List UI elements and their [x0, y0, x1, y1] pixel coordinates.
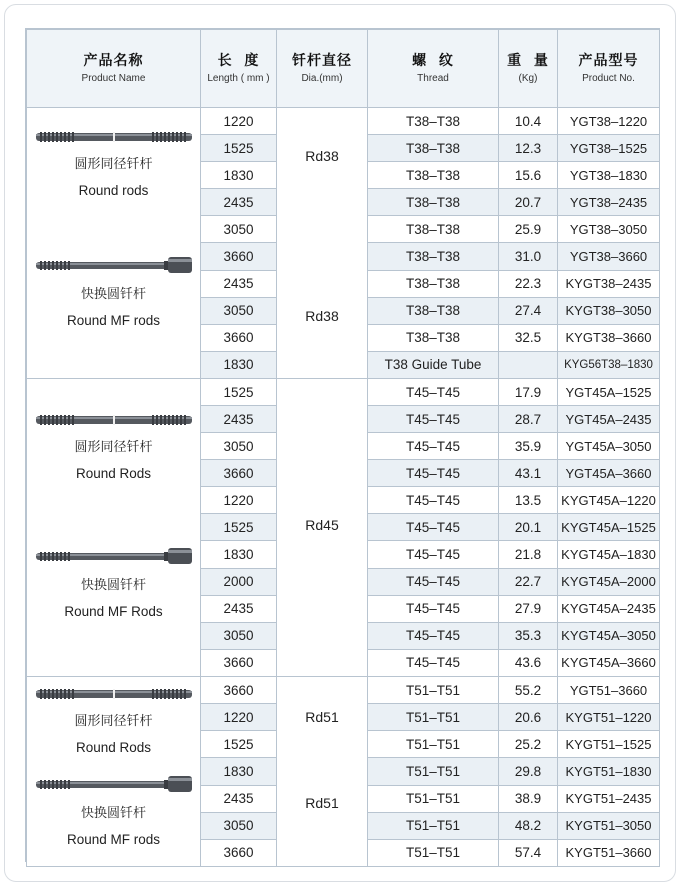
weight-cell: 55.2	[499, 677, 558, 704]
product-no-cell: KYGT51–1525	[558, 731, 660, 758]
weight-cell: 21.8	[499, 541, 558, 568]
thread-cell: T45–T45	[368, 514, 499, 541]
product-no-cell: KYGT45A–1830	[558, 541, 660, 568]
thread-cell: T51–T51	[368, 677, 499, 704]
product-no-cell: YGT38–1830	[558, 162, 660, 189]
length-cell: 1525	[201, 731, 277, 758]
diameter-label: Rd51	[305, 795, 339, 811]
length-cell: 3660	[201, 460, 277, 487]
header-row	[27, 30, 660, 108]
length-cell: 3660	[201, 324, 277, 351]
table-row	[27, 379, 660, 406]
table-row	[27, 108, 660, 135]
weight-cell: 25.9	[499, 216, 558, 243]
product-no-cell: KYGT51–2435	[558, 785, 660, 812]
product-cell	[27, 108, 201, 379]
spec-sheet	[25, 28, 660, 862]
weight-cell: 15.6	[499, 162, 558, 189]
table-row	[27, 677, 660, 704]
product-group	[27, 256, 200, 330]
weight-cell: 20.1	[499, 514, 558, 541]
length-cell: 1830	[201, 758, 277, 785]
length-cell: 3660	[201, 839, 277, 866]
straight-rod-icon	[27, 413, 200, 427]
product-no-cell: KYGT45A–1220	[558, 487, 660, 514]
thread-cell: T51–T51	[368, 731, 499, 758]
thread-cell: T38–T38	[368, 297, 499, 324]
product-name-cn: 快换圆钎杆	[80, 806, 146, 821]
product-no-cell: YGT38–3050	[558, 216, 660, 243]
weight-cell: 12.3	[499, 135, 558, 162]
product-name-cn: 快换圆钎杆	[80, 578, 146, 593]
header-length	[201, 30, 277, 108]
thread-cell: T45–T45	[368, 649, 499, 676]
header-dia-cn: 钎杆直径	[292, 52, 352, 69]
weight-cell: 57.4	[499, 839, 558, 866]
product-group	[27, 130, 200, 200]
length-cell: 1220	[201, 108, 277, 135]
product-name-en: Round MF rods	[66, 313, 161, 328]
thread-cell: T51–T51	[368, 812, 499, 839]
length-cell: 1525	[201, 379, 277, 406]
product-no-cell: KYGT51–1220	[558, 704, 660, 731]
header-thread	[368, 30, 499, 108]
header-product-no	[558, 30, 660, 108]
product-name-en: Round rods	[78, 183, 149, 198]
length-cell: 2435	[201, 406, 277, 433]
thread-cell: T45–T45	[368, 622, 499, 649]
length-cell: 1220	[201, 704, 277, 731]
thread-cell: T38–T38	[368, 108, 499, 135]
diameter-label: Rd45	[305, 517, 339, 533]
product-name-en: Round Rods	[75, 466, 152, 481]
thread-cell: T45–T45	[368, 595, 499, 622]
length-cell: 3050	[201, 216, 277, 243]
weight-cell	[499, 351, 558, 378]
length-cell: 2435	[201, 189, 277, 216]
product-no-cell: KYGT45A–2435	[558, 595, 660, 622]
length-cell: 1830	[201, 541, 277, 568]
weight-cell: 28.7	[499, 406, 558, 433]
thread-cell: T38–T38	[368, 324, 499, 351]
header-product-en: Product Name	[81, 72, 146, 84]
length-cell: 2435	[201, 270, 277, 297]
length-cell: 1830	[201, 162, 277, 189]
mf-rod-icon	[27, 775, 200, 793]
product-cell	[27, 677, 201, 867]
product-name-cn: 圆形同径钎杆	[74, 440, 153, 455]
thread-cell: T51–T51	[368, 839, 499, 866]
length-cell: 3660	[201, 243, 277, 270]
weight-cell: 35.9	[499, 433, 558, 460]
diameter-cell	[277, 677, 368, 867]
straight-rod-icon	[27, 130, 200, 144]
thread-cell: T45–T45	[368, 460, 499, 487]
thread-cell: T45–T45	[368, 568, 499, 595]
product-name-cn: 圆形同径钎杆	[74, 714, 153, 729]
mf-rod-icon	[27, 547, 200, 565]
diameter-label: Rd38	[305, 148, 339, 164]
product-no-cell: KYGT51–3660	[558, 839, 660, 866]
header-pno-en: Product No.	[582, 72, 635, 84]
product-no-cell: KYGT38–3660	[558, 324, 660, 351]
thread-cell: T38–T38	[368, 243, 499, 270]
product-no-cell: YGT51–3660	[558, 677, 660, 704]
product-no-cell: YGT45A–3660	[558, 460, 660, 487]
product-no-cell: KYGT51–3050	[558, 812, 660, 839]
thread-cell: T45–T45	[368, 433, 499, 460]
weight-cell: 22.7	[499, 568, 558, 595]
drill-rod-spec-table	[26, 29, 660, 867]
weight-cell: 20.7	[499, 189, 558, 216]
product-group	[27, 547, 200, 621]
weight-cell: 48.2	[499, 812, 558, 839]
length-cell: 1525	[201, 514, 277, 541]
product-cell	[27, 379, 201, 677]
header-dia	[277, 30, 368, 108]
product-no-cell: KYGT38–3050	[558, 297, 660, 324]
product-no-cell: YGT38–1220	[558, 108, 660, 135]
header-weight-en: (Kg)	[518, 72, 538, 84]
weight-cell: 17.9	[499, 379, 558, 406]
thread-cell: T45–T45	[368, 541, 499, 568]
product-no-cell: KYG56T38–1830	[558, 351, 660, 378]
weight-cell: 31.0	[499, 243, 558, 270]
product-no-cell: KYGT38–2435	[558, 270, 660, 297]
weight-cell: 43.6	[499, 649, 558, 676]
product-name-en: Round MF rods	[66, 832, 161, 847]
product-no-cell: KYGT45A–3660	[558, 649, 660, 676]
thread-cell: T38–T38	[368, 135, 499, 162]
thread-cell: T45–T45	[368, 379, 499, 406]
diameter-label: Rd51	[305, 709, 339, 725]
product-group	[27, 775, 200, 849]
length-cell: 2000	[201, 568, 277, 595]
product-no-cell: YGT45A–3050	[558, 433, 660, 460]
thread-cell: T38 Guide Tube	[368, 351, 499, 378]
thread-cell: T38–T38	[368, 270, 499, 297]
product-no-cell: KYGT45A–3050	[558, 622, 660, 649]
weight-cell: 27.9	[499, 595, 558, 622]
weight-cell: 22.3	[499, 270, 558, 297]
weight-cell: 35.3	[499, 622, 558, 649]
weight-cell: 32.5	[499, 324, 558, 351]
product-no-cell: KYGT45A–1525	[558, 514, 660, 541]
length-cell: 1220	[201, 487, 277, 514]
length-cell: 3660	[201, 677, 277, 704]
straight-rod-icon	[27, 687, 200, 701]
thread-cell: T51–T51	[368, 785, 499, 812]
product-no-cell: YGT45A–2435	[558, 406, 660, 433]
product-no-cell: YGT45A–1525	[558, 379, 660, 406]
header-product	[27, 30, 201, 108]
header-length-cn: 长 度	[217, 52, 260, 69]
thread-cell: T51–T51	[368, 704, 499, 731]
header-pno-cn: 产品型号	[578, 52, 639, 69]
header-product-cn: 产品名称	[83, 52, 144, 69]
header-length-en: Length ( mm )	[207, 72, 270, 84]
header-thread-en: Thread	[417, 72, 449, 84]
product-no-cell: YGT38–1525	[558, 135, 660, 162]
mf-rod-icon	[27, 256, 200, 274]
length-cell: 2435	[201, 785, 277, 812]
length-cell: 3050	[201, 812, 277, 839]
product-no-cell: KYGT45A–2000	[558, 568, 660, 595]
length-cell: 3050	[201, 297, 277, 324]
thread-cell: T45–T45	[368, 487, 499, 514]
product-no-cell: YGT38–3660	[558, 243, 660, 270]
length-cell: 1830	[201, 351, 277, 378]
product-no-cell: KYGT51–1830	[558, 758, 660, 785]
length-cell: 1525	[201, 135, 277, 162]
diameter-cell	[277, 379, 368, 677]
header-weight-cn: 重 量	[507, 52, 549, 69]
header-weight	[499, 30, 558, 108]
thread-cell: T51–T51	[368, 758, 499, 785]
thread-cell: T45–T45	[368, 406, 499, 433]
header-dia-en: Dia.(mm)	[301, 72, 343, 84]
product-group	[27, 413, 200, 483]
product-name-en: Round Rods	[75, 740, 152, 755]
diameter-label: Rd38	[305, 308, 339, 324]
weight-cell: 38.9	[499, 785, 558, 812]
weight-cell: 43.1	[499, 460, 558, 487]
product-name-en: Round MF Rods	[64, 604, 163, 619]
thread-cell: T38–T38	[368, 216, 499, 243]
weight-cell: 13.5	[499, 487, 558, 514]
length-cell: 3050	[201, 622, 277, 649]
weight-cell: 27.4	[499, 297, 558, 324]
weight-cell: 29.8	[499, 758, 558, 785]
thread-cell: T38–T38	[368, 162, 499, 189]
weight-cell: 20.6	[499, 704, 558, 731]
weight-cell: 25.2	[499, 731, 558, 758]
weight-cell: 10.4	[499, 108, 558, 135]
product-no-cell: YGT38–2435	[558, 189, 660, 216]
product-name-cn: 圆形同径钎杆	[74, 157, 153, 172]
diameter-cell	[277, 108, 368, 379]
length-cell: 2435	[201, 595, 277, 622]
thread-cell: T38–T38	[368, 189, 499, 216]
product-group	[27, 687, 200, 757]
product-name-cn: 快换圆钎杆	[80, 287, 146, 302]
header-thread-cn: 螺 纹	[412, 52, 454, 69]
length-cell: 3050	[201, 433, 277, 460]
length-cell: 3660	[201, 649, 277, 676]
